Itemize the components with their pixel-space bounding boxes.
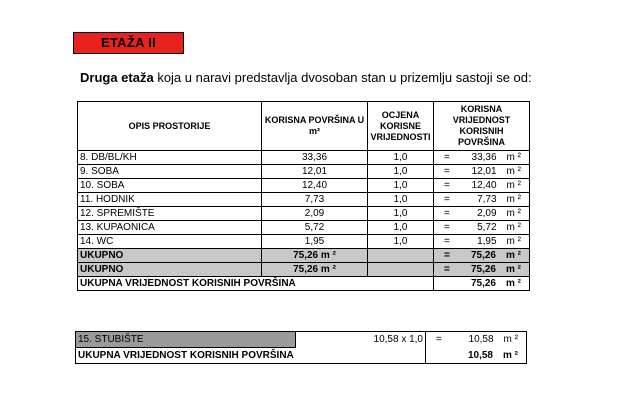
equals-sign: = bbox=[444, 264, 450, 275]
value-number: 5,72 bbox=[477, 222, 497, 233]
room-area: 33,36 bbox=[262, 151, 368, 165]
grand-total-unit: m ² bbox=[506, 278, 521, 289]
stairs-value: 10,58 bbox=[468, 334, 494, 346]
equals-sign: = bbox=[444, 208, 450, 219]
value-number: 1,95 bbox=[477, 236, 497, 247]
unit-label: m ² bbox=[506, 208, 521, 219]
room-value bbox=[434, 235, 530, 249]
rooms-table bbox=[77, 101, 530, 291]
room-value bbox=[434, 165, 530, 179]
room-name: 11. HODNIK bbox=[78, 193, 262, 207]
room-area: 12,01 bbox=[262, 165, 368, 179]
subtotal-value bbox=[434, 263, 530, 277]
unit-label: m ² bbox=[506, 152, 521, 163]
room-name: 13. KUPAONICA bbox=[78, 221, 262, 235]
room-area: 7,73 bbox=[262, 193, 368, 207]
intro-bold: Druga etaža bbox=[80, 70, 154, 85]
table-header-row bbox=[78, 102, 530, 151]
stairs-eq: = bbox=[436, 334, 442, 346]
stairs-calc bbox=[296, 332, 426, 348]
room-value bbox=[434, 179, 530, 193]
equals-sign: = bbox=[444, 194, 450, 205]
table-row bbox=[78, 193, 530, 207]
table-row bbox=[78, 151, 530, 165]
stairs-row bbox=[76, 332, 527, 348]
equals-sign: = bbox=[444, 250, 450, 261]
header-coef: OCJENA KORISNE VRIJEDNOSTI bbox=[368, 102, 434, 151]
equals-sign: = bbox=[444, 222, 450, 233]
grand-total-value: 75,26 bbox=[470, 278, 496, 289]
room-value bbox=[434, 151, 530, 165]
table-row bbox=[78, 207, 530, 221]
room-value bbox=[434, 221, 530, 235]
subtotal-coef-empty bbox=[368, 263, 434, 277]
unit-label: m ² bbox=[506, 194, 521, 205]
subtotal-label: UKUPNO bbox=[78, 263, 262, 277]
room-coef: 1,0 bbox=[368, 207, 434, 221]
room-name: 14. WC bbox=[78, 235, 262, 249]
room-area: 12,40 bbox=[262, 179, 368, 193]
value-number: 75,26 bbox=[470, 264, 496, 275]
subtotal-area: 75,26 m ² bbox=[262, 263, 368, 277]
intro-rest: koja u naravi predstavlja dvosoban stan u prizemlju sastoji se od: bbox=[153, 70, 532, 85]
equals-sign: = bbox=[444, 236, 450, 247]
value-number: 12,40 bbox=[471, 180, 497, 191]
room-area: 5,72 bbox=[262, 221, 368, 235]
room-value bbox=[434, 207, 530, 221]
header-room: OPIS PROSTORIJE bbox=[78, 102, 262, 151]
unit-label: m ² bbox=[506, 250, 521, 261]
subtotal-row bbox=[78, 263, 530, 277]
subtotal-label: UKUPNO bbox=[78, 249, 262, 263]
equals-sign: = bbox=[444, 166, 450, 177]
stairs-table bbox=[75, 331, 527, 364]
stairs-label: 15. STUBIŠTE bbox=[76, 332, 296, 348]
table-row bbox=[78, 235, 530, 249]
value-number: 12,01 bbox=[471, 166, 497, 177]
room-coef: 1,0 bbox=[368, 235, 434, 249]
header-area: KORISNA POVRŠINA U m² bbox=[262, 102, 368, 151]
room-coef: 1,0 bbox=[368, 151, 434, 165]
grand-total-row bbox=[78, 277, 530, 291]
stairs-total-unit: m ² bbox=[503, 349, 518, 361]
stairs-calc-text: 10,58 x 1,0 bbox=[373, 334, 423, 346]
table-row bbox=[78, 165, 530, 179]
room-name: 10. SOBA bbox=[78, 179, 262, 193]
value-number: 75,26 bbox=[470, 250, 496, 261]
value-number: 33,36 bbox=[471, 152, 497, 163]
equals-sign: = bbox=[444, 180, 450, 191]
room-area: 1,95 bbox=[262, 235, 368, 249]
stairs-total-row bbox=[76, 348, 527, 364]
equals-sign: = bbox=[444, 152, 450, 163]
table-row bbox=[78, 221, 530, 235]
unit-label: m ² bbox=[506, 264, 521, 275]
grand-total-cell bbox=[434, 277, 530, 291]
subtotal-row bbox=[78, 249, 530, 263]
stairs-value-cell bbox=[426, 332, 527, 348]
value-number: 7,73 bbox=[477, 194, 497, 205]
room-name: 9. SOBA bbox=[78, 165, 262, 179]
room-name: 12. SPREMIŠTE bbox=[78, 207, 262, 221]
unit-label: m ² bbox=[506, 180, 521, 191]
unit-label: m ² bbox=[506, 166, 521, 177]
stairs-total-label: UKUPNA VRIJEDNOST KORISNIH POVRŠINA bbox=[76, 348, 426, 364]
room-coef: 1,0 bbox=[368, 165, 434, 179]
floor-banner: ETAŽA II bbox=[73, 32, 184, 54]
unit-label: m ² bbox=[506, 236, 521, 247]
subtotal-area: 75,26 m ² bbox=[262, 249, 368, 263]
room-coef: 1,0 bbox=[368, 193, 434, 207]
stairs-unit: m ² bbox=[503, 334, 518, 346]
subtotal-coef-empty bbox=[368, 249, 434, 263]
intro-text bbox=[80, 70, 532, 85]
room-value bbox=[434, 193, 530, 207]
unit-label: m ² bbox=[506, 222, 521, 233]
room-area: 2,09 bbox=[262, 207, 368, 221]
grand-total-label: UKUPNA VRIJEDNOST KORISNIH POVRŠINA bbox=[78, 277, 434, 291]
table-row bbox=[78, 179, 530, 193]
stairs-total-cell bbox=[426, 348, 527, 364]
header-value: KORISNA VRIJEDNOST KORISNIH POVRŠINA bbox=[434, 102, 530, 151]
value-number: 2,09 bbox=[477, 208, 497, 219]
room-name: 8. DB/BL/KH bbox=[78, 151, 262, 165]
subtotal-value bbox=[434, 249, 530, 263]
stairs-total-value: 10,58 bbox=[467, 349, 493, 361]
room-coef: 1,0 bbox=[368, 221, 434, 235]
room-coef: 1,0 bbox=[368, 179, 434, 193]
